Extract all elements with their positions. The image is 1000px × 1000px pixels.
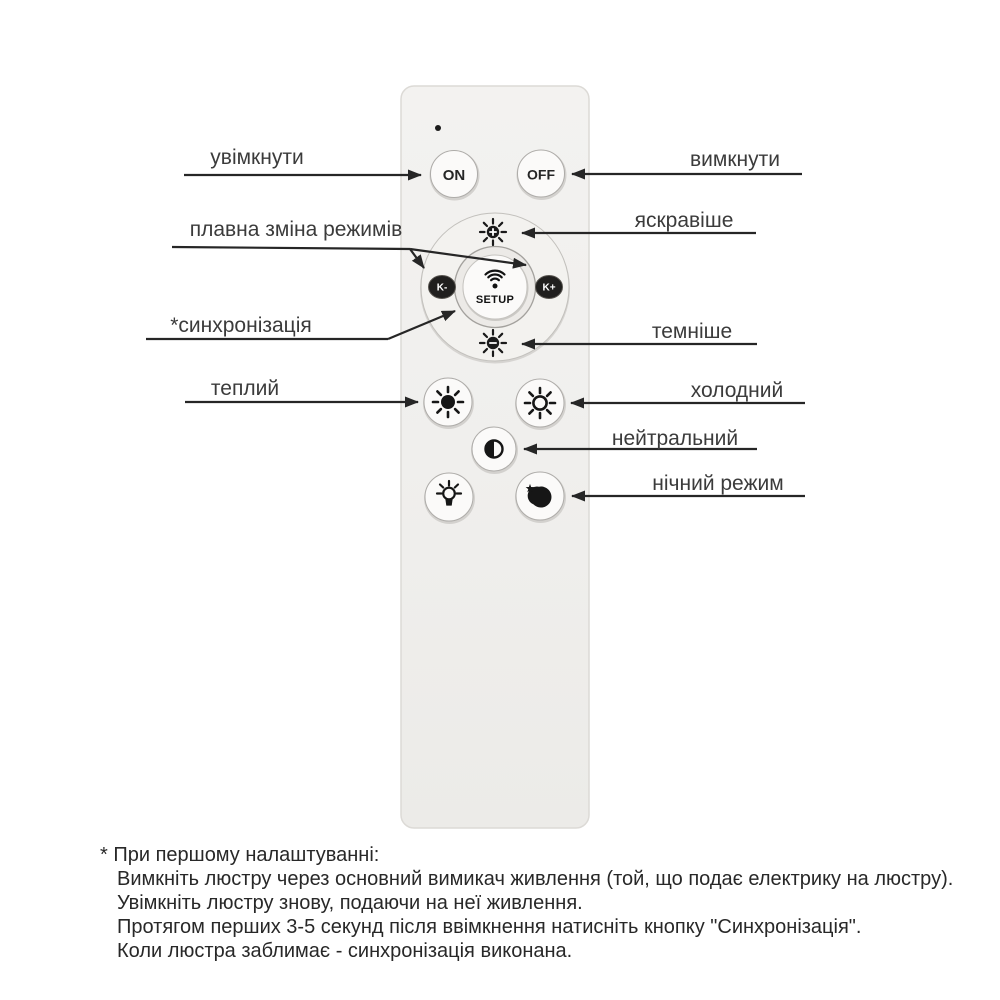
led-indicator-dot <box>435 125 441 131</box>
callout-label-off: вимкнути <box>690 148 780 171</box>
off-button-label: OFF <box>527 166 555 183</box>
footnote <box>100 843 954 963</box>
brightness-down-button[interactable] <box>480 330 506 356</box>
bulb-button[interactable] <box>424 473 475 524</box>
callout-label-darker: темніше <box>651 320 733 343</box>
night-mode-button[interactable] <box>515 472 566 523</box>
callout-label-sync: *синхронізація <box>170 314 312 337</box>
footnote-line: Коли люстра заблимає - синхронізація виконана. <box>117 940 573 962</box>
k-plus-button[interactable] <box>536 276 563 299</box>
neutral-white-button[interactable] <box>471 427 518 474</box>
callout-label-warm: теплий <box>210 377 280 400</box>
sun-minus-icon <box>480 330 506 356</box>
footnote-line: Вимкніть люстру через основний вимикач живлення (той, що подає електрику на люстру). <box>117 868 954 890</box>
setup-button-label: SETUP <box>475 294 515 306</box>
callout-label-night-mode: нічний режим <box>652 472 784 495</box>
k-plus-label: K+ <box>542 282 556 294</box>
footnote-line: Увімкніть люстру знову, подаючи на неї живлення. <box>117 892 583 914</box>
wifi-dot <box>493 284 498 289</box>
callout-label-on: увімкнути <box>210 146 304 169</box>
arrow-mode-line <box>172 247 410 249</box>
footnote-line: * При першому налаштуванні: <box>100 844 380 866</box>
warm-white-button[interactable] <box>423 378 474 429</box>
on-button[interactable] <box>430 151 480 201</box>
callout-label-smooth-mode-change: плавна зміна режимів <box>189 218 403 241</box>
sun-filled-icon <box>433 387 463 417</box>
callout-label-neutral: нейтральний <box>611 427 739 450</box>
sun-plus-icon <box>480 219 506 245</box>
k-minus-button[interactable] <box>429 276 456 299</box>
on-button-label: ON <box>442 167 466 184</box>
cold-white-button[interactable] <box>515 379 566 430</box>
brightness-up-button[interactable] <box>480 219 506 245</box>
k-minus-label: K- <box>436 282 448 294</box>
footnote-line: Протягом перших 3-5 секунд після ввімкнення натисніть кнопку "Синхронізація". <box>117 916 862 938</box>
off-button[interactable] <box>517 150 567 200</box>
callout-label-brighter: яскравіше <box>634 209 734 232</box>
callout-label-cold: холодний <box>690 379 784 402</box>
